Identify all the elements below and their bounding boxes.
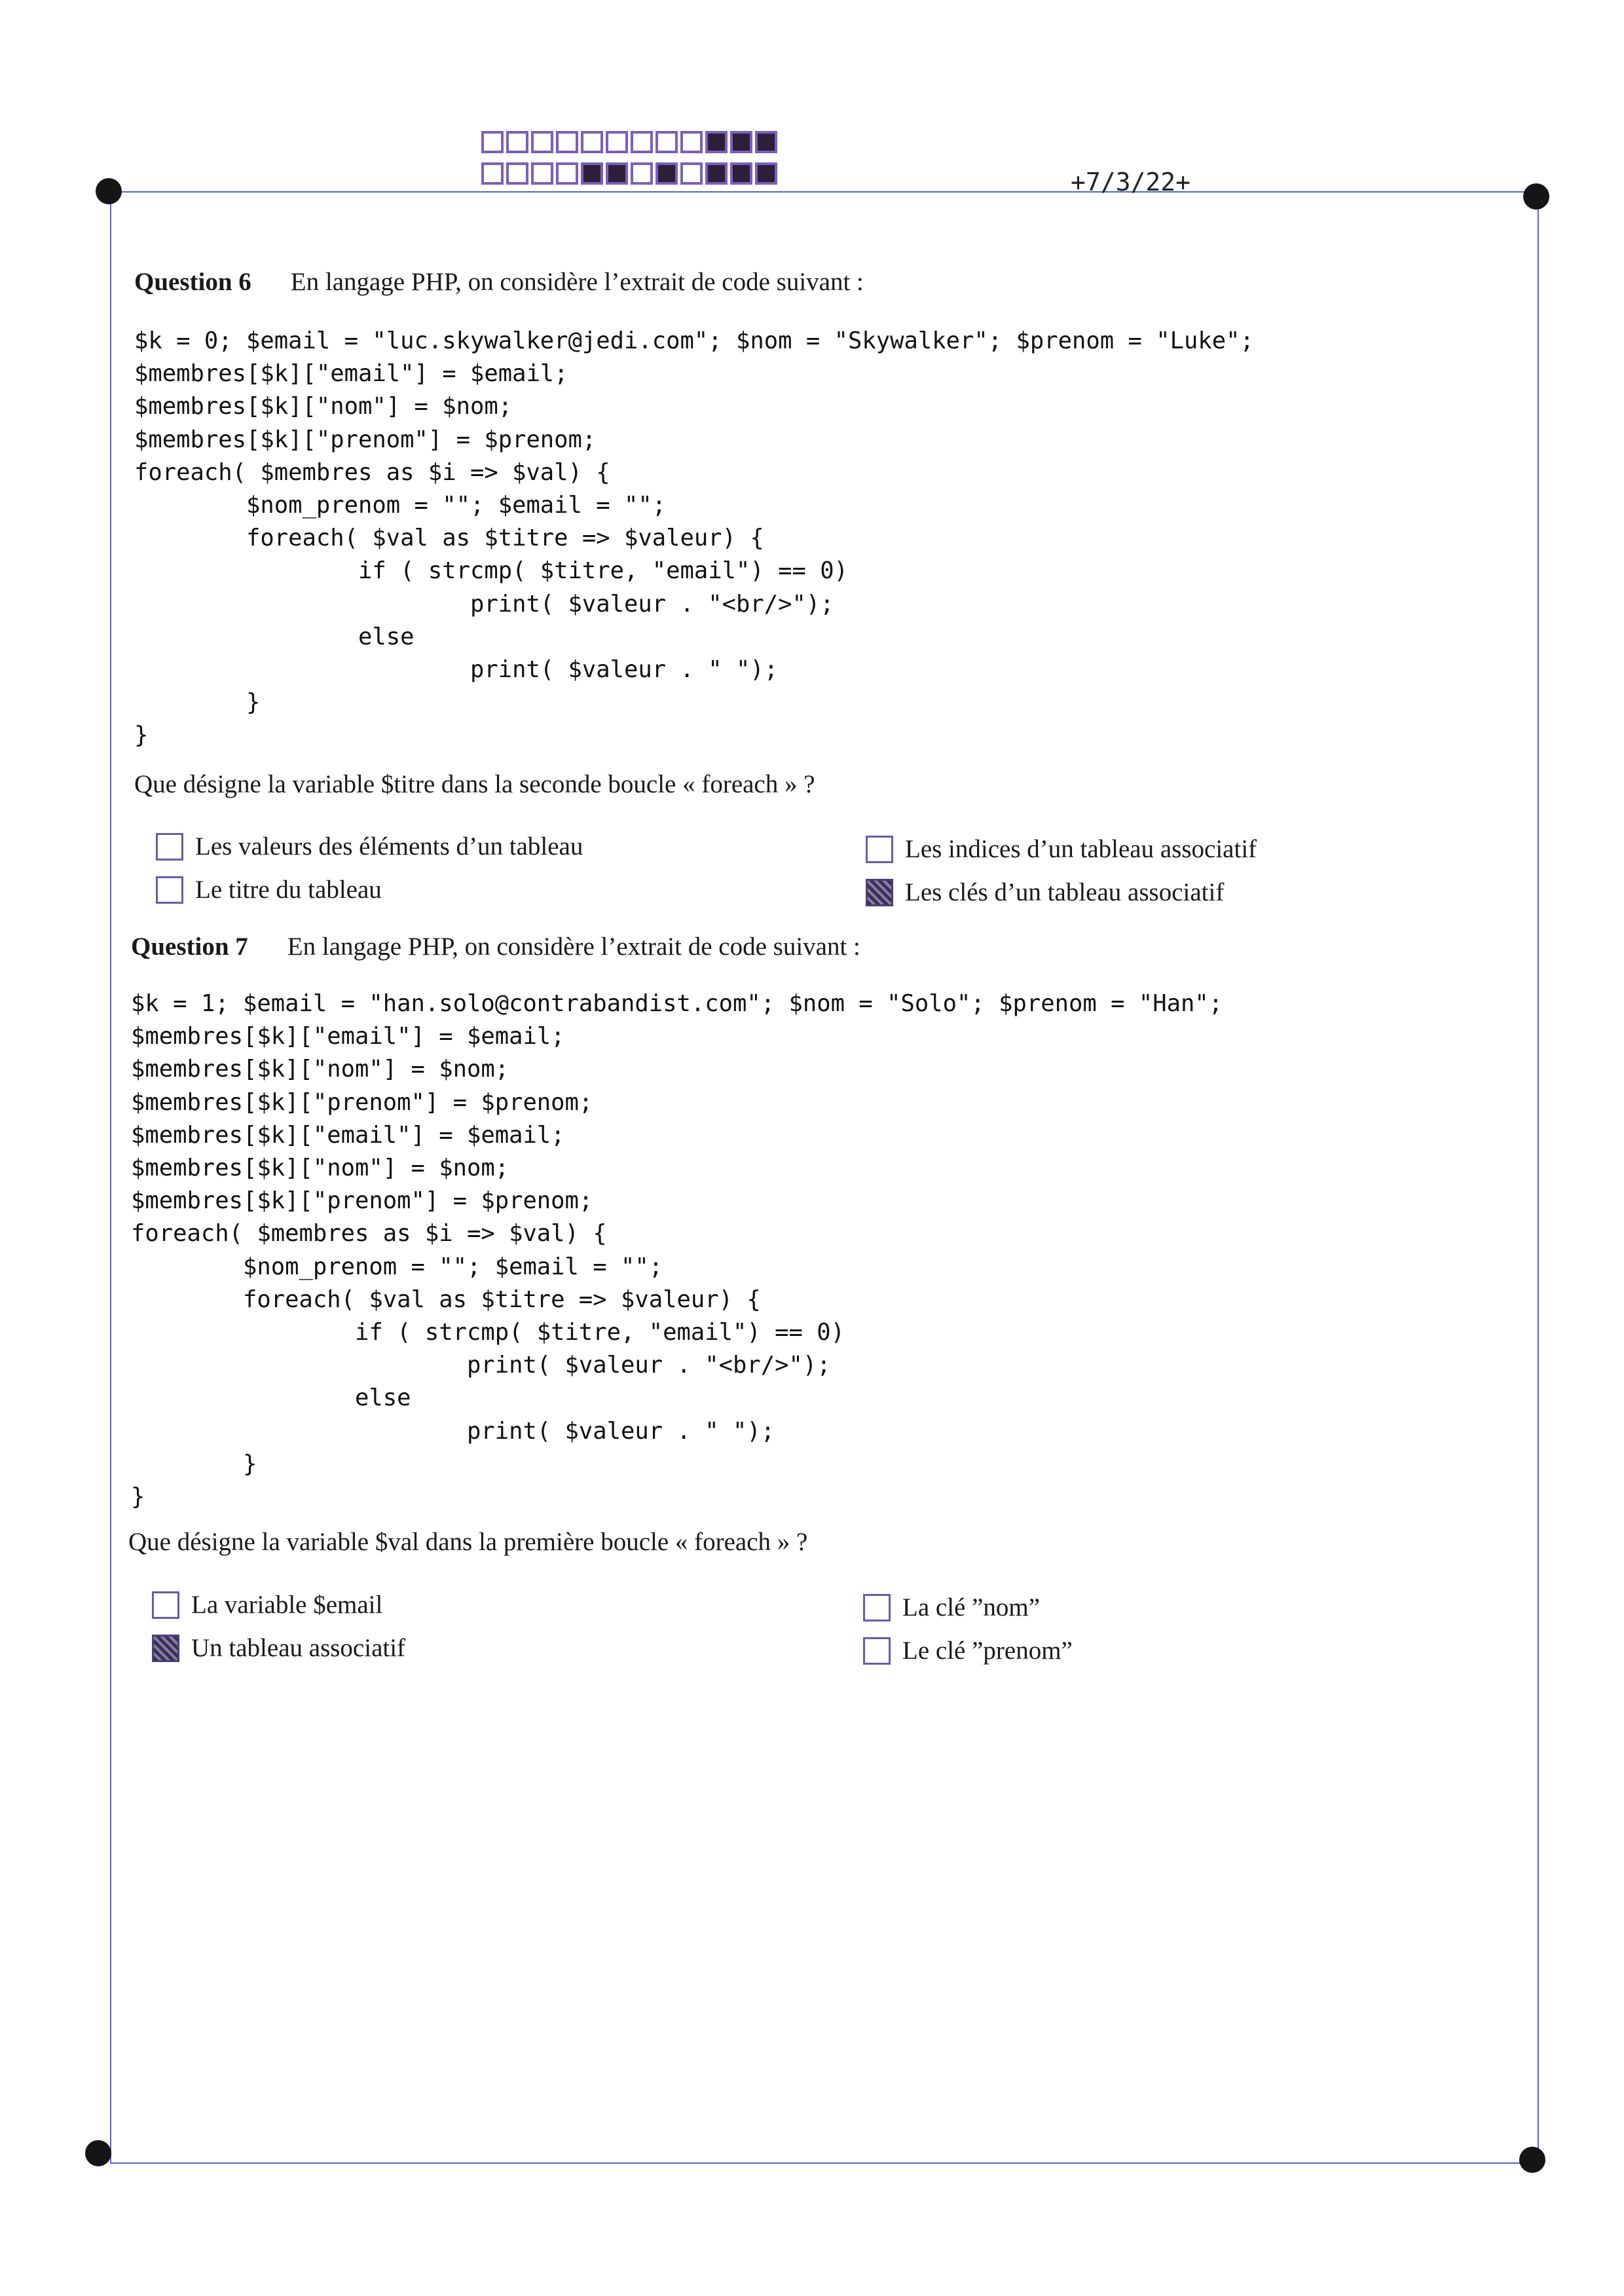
q6-choice-1[interactable] [156,832,583,861]
barcode-cell [631,131,653,153]
question-6-statement: En langage PHP, on considère l’extrait de code suivant : [290,268,864,296]
barcode-cell [606,131,628,153]
barcode-cell [631,162,653,185]
barcode-cell [481,131,504,153]
question-6-label: Question 6 [134,268,251,296]
barcode-cell [531,162,553,185]
barcode-cell [581,131,603,153]
barcode-bottom [481,162,777,185]
question-7-code: $k = 1; $email = "han.solo@contrabandist.com"; $nom = "Solo"; $prenom = "Han"; $membres[$k]["email"] = $email; $membres[$k]["nom"] = $nom; $membres[$k]["prenom"] = $prenom; $membres[$k]["email"] = $email; $membres[$k]["nom"] = $nom; $membres[$k]["prenom"] = $prenom; foreach( $membres as $i => $val) { $nom_prenom = ""; $email = ""; foreach( $val as $titre => $valeur) { if ( strcmp( $titre, "email") == 0) print( $valeur . "<br/>"); else print( $valeur . " "); } } [131,990,1223,1511]
q7-choice-4-label: Le clé ”prenom” [902,1637,1073,1665]
barcode-cell [481,162,504,185]
question-6-prompt: Que désigne la variable $titre dans la seconde boucle « foreach » ? [134,770,815,798]
barcode-cell [581,162,603,185]
q7-choice-1-label: La variable $email [191,1591,383,1619]
q6-choice-2[interactable] [156,875,382,904]
barcode-cell [705,131,728,153]
corner-mark-bottom-left [85,2140,111,2166]
q7-checkbox-3[interactable] [863,1594,891,1621]
q6-choice-4[interactable] [866,878,1224,907]
question-7-prompt: Que désigne la variable $val dans la première boucle « foreach » ? [128,1528,808,1556]
q7-choice-3[interactable] [863,1593,1040,1622]
q6-choice-4-label: Les clés d’un tableau associatif [905,878,1225,906]
barcode-cell [556,162,578,185]
corner-mark-top-left [96,178,122,204]
barcode-cell [680,131,703,153]
corner-mark-bottom-right [1519,2147,1545,2173]
question-7-label: Question 7 [131,933,248,961]
barcode-cell [705,162,728,185]
barcode-cell [606,162,628,185]
barcode-cell [755,131,777,153]
question-6-code: $k = 0; $email = "luc.skywalker@jedi.com"; $nom = "Skywalker"; $prenom = "Luke"; $membres[$k]["email"] = $email; $membres[$k]["nom"] = $nom; $membres[$k]["prenom"] = $prenom; foreach( $membres as $i => $val) { $nom_prenom = ""; $email = ""; foreach( $val as $titre => $valeur) { if ( strcmp( $titre, "email") == 0) print( $valeur . "<br/>"); else print( $valeur . " "); } } [134,327,1254,749]
question-7-statement: En langage PHP, on considère l’extrait de code suivant : [287,933,860,961]
barcode-cell [755,162,777,185]
q6-choice-3-label: Les indices d’un tableau associatif [905,835,1257,863]
barcode-cell [506,131,528,153]
q6-choice-1-label: Les valeurs des éléments d’un tableau [195,832,583,861]
barcode-cell [531,131,553,153]
q6-checkbox-4-checked[interactable] [866,879,893,906]
q7-choice-3-label: La clé ”nom” [902,1593,1041,1621]
q7-checkbox-2-checked[interactable] [152,1635,179,1662]
corner-mark-top-right [1523,183,1549,210]
q7-choice-2-label: Un tableau associatif [191,1634,406,1662]
q7-checkbox-4[interactable] [863,1637,891,1665]
barcode-cell [655,162,678,185]
page-id: +7/3/22+ [1071,168,1191,196]
q7-choice-1[interactable] [152,1590,382,1620]
barcode-cell [556,131,578,153]
q7-checkbox-1[interactable] [152,1591,179,1619]
q6-choice-2-label: Le titre du tableau [195,876,382,904]
q6-checkbox-1[interactable] [156,833,183,861]
q6-checkbox-3[interactable] [866,836,893,863]
question-7-heading [131,932,860,961]
q7-choice-4[interactable] [863,1636,1073,1665]
question-6-heading [134,267,864,297]
barcode-cell [730,131,752,153]
q7-choice-2[interactable] [152,1633,405,1663]
barcode-cell [680,162,703,185]
barcode-cell [730,162,752,185]
q6-checkbox-2[interactable] [156,876,183,904]
barcode-top [481,131,777,153]
barcode-cell [506,162,528,185]
q6-choice-3[interactable] [866,834,1257,864]
barcode-cell [655,131,678,153]
